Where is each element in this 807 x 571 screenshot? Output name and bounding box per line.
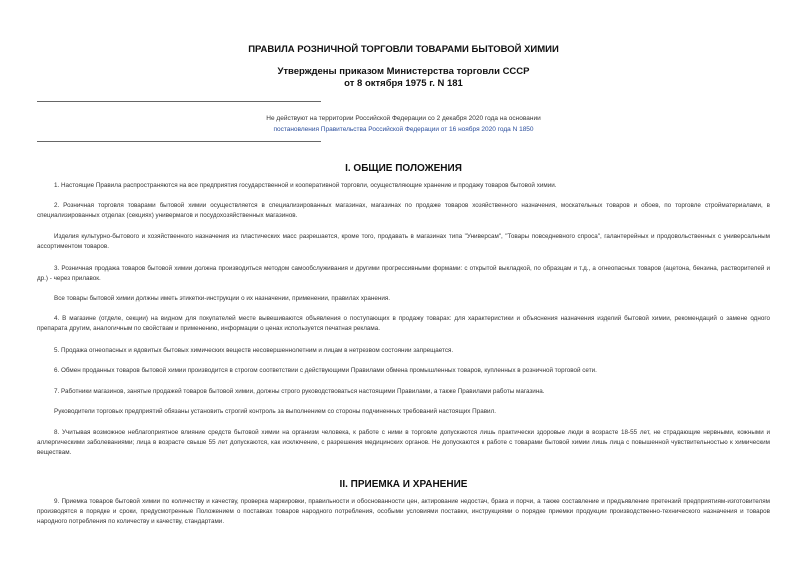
paragraph-2a: Изделия культурно-бытового и хозяйственного назначения из пластических масс разрешается, кроме того, продавать в магазинах типа "Универсам", "Товары повседневного спроса", галантерейных и продовольственных с универсальным ассортиментом товаров. (37, 233, 770, 251)
paragraph-3a: Все товары бытовой химии должны иметь этикетки-инструкции о их назначении, применении, правилах хранения. (54, 295, 391, 302)
divider-bottom (37, 141, 321, 142)
notice-link-line (0, 125, 807, 135)
paragraph-6: 6. Обмен проданных товаров бытовой химии производится в строгом соответствии с действующими Правилами обмена промышленных товаров, купленных в розничной торговой сети. (54, 367, 597, 374)
paragraph-4: 4. В магазине (отделе, секции) на видном для покупателей месте вывешиваются объявления о поступающих в продажу товарах: для характеристики и объяснения назначения изделий бытовой химии, рекомендаций о замене одного препарата другим, аналогичным по свойствам и применению, информации о ценах используется печатная реклама. (37, 315, 770, 333)
section-heading-acceptance: II. ПРИЕМКА И ХРАНЕНИЕ (339, 479, 468, 490)
paragraph-9: 9. Приемка товаров бытовой химии по количеству и качеству, проверка маркировки, правильности и обоснованности цен, актирование недостач, брака и порчи, а также составление и предъявление претензий предприятиям-изготовителям производятся в порядке и сроки, предусмотренные Положением о поставках товаров народного потребления, особыми условиями поставки, инструкциями о порядке приемки продукции производственно-технического назначения и товаров народного потребления по количеству и качеству, стандартами. (37, 498, 770, 526)
repeal-decree-link[interactable]: постановления Правительства Российской Федерации от 16 ноября 2020 года N 1850 (273, 126, 534, 133)
approval-line-1: Утверждены приказом Министерства торговли СССР (277, 66, 530, 77)
paragraph-5: 5. Продажа огнеопасных и ядовитых бытовых химических веществ несовершеннолетним и лицам в нетрезвом состоянии запрещается. (54, 347, 454, 354)
paragraph-8: 8. Учитывая возможное неблагоприятное влияние средств бытовой химии на организм человека, к работе с ними в торговле допускаются лишь практически здоровые люди в возрасте 18-55 лет, не страдающие нервными, кожными и аллергическими заболеваниями; лица в возрасте свыше 55 лет допускаются, как исключение, с разрешения медицинских органов. Не допускаются к работе с товарами бытовой химии лишь лица с повышенной чувствительностью к химическим веществам. (37, 429, 770, 457)
document-title: ПРАВИЛА РОЗНИЧНОЙ ТОРГОВЛИ ТОВАРАМИ БЫТОВОЙ ХИМИИ (248, 44, 559, 55)
section-heading-general: I. ОБЩИЕ ПОЛОЖЕНИЯ (345, 163, 462, 174)
paragraph-2: 2. Розничная торговля товарами бытовой химии осуществляется в специализированных магазинах, магазинах по продаже товаров хозяйственного назначения, москательных товаров и обоев, по торговле стройматериалами, в специализированных отделах (секциях) универмагов и посудохозяйственных магазинов. (37, 202, 770, 220)
paragraph-1: 1. Настоящие Правила распространяются на все предприятия государственной и кооперативной торговли, осуществляющие хранение и продажу товаров бытовой химии. (54, 182, 557, 189)
notice-text: Не действуют на территории Российской Федерации со 2 декабря 2020 года на основании (266, 115, 541, 122)
paragraph-7a: Руководители торговых предприятий обязаны установить строгий контроль за выполнением со стороны подчиненных требований настоящих Правил. (54, 408, 496, 415)
divider-top (37, 101, 321, 102)
approval-line-2: от 8 октября 1975 г. N 181 (344, 78, 463, 89)
paragraph-3: 3. Розничная продажа товаров бытовой химии должна производиться методом самообслуживания и другими прогрессивными формами: с открытой выкладкой, по образцам и т.д., а огнеопасных товаров (ацетона, бензина, растворителей и др.) - через прилавок. (37, 265, 770, 283)
paragraph-7: 7. Работники магазинов, занятые продажей товаров бытовой химии, должны строго руководствоваться настоящими Правилами, а также Правилами работы магазина. (54, 388, 545, 395)
